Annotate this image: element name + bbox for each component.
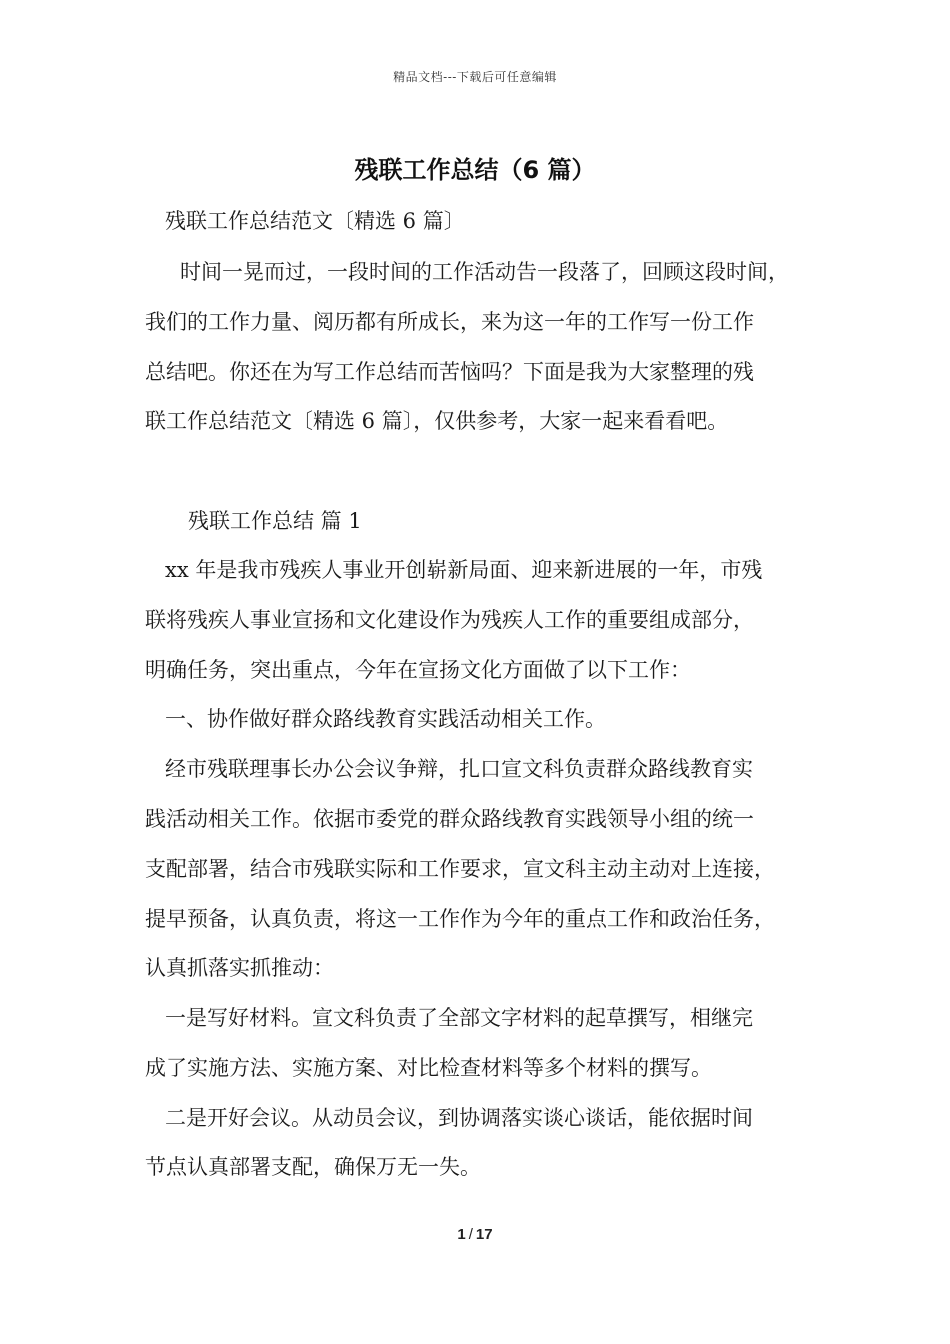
document-title: 残联工作总结（6 篇） <box>354 156 596 184</box>
body-line: 践活动相关工作。依据市委党的群众路线教育实践领导小组的统一 <box>145 807 754 831</box>
page-current: 1 <box>457 1226 466 1243</box>
intro-line: 我们的工作力量、阅历都有所成长，来为这一年的工作写一份工作 <box>145 310 754 334</box>
section-heading: 残联工作总结 篇 1 <box>188 509 362 533</box>
document-subtitle: 残联工作总结范文〔精选 6 篇〕 <box>165 209 465 233</box>
body-line: 节点认真部署支配，确保万无一失。 <box>145 1155 481 1179</box>
body-line: 二是开好会议。从动员会议，到协调落实谈心谈话，能依据时间 <box>165 1106 753 1130</box>
body-line: 明确任务，突出重点，今年在宣扬文化方面做了以下工作： <box>145 658 691 682</box>
body-line: xx 年是我市残疾人事业开创崭新局面、迎来新进展的一年，市残 <box>165 558 763 582</box>
page-total: 17 <box>475 1226 493 1243</box>
body-line: 提早预备，认真负责，将这一工作作为今年的重点工作和政治任务， <box>145 907 775 931</box>
header-note: 精品文档---下载后可任意编辑 <box>393 70 557 84</box>
body-line: 联将残疾人事业宣扬和文化建设作为残疾人工作的重要组成部分， <box>145 608 754 632</box>
body-line: 经市残联理事长办公会议争辩，扎口宣文科负责群众路线教育实 <box>165 757 753 781</box>
intro-line: 联工作总结范文〔精选 6 篇〕，仅供参考，大家一起来看看吧。 <box>145 409 729 433</box>
body-line: 支配部署，结合市残联实际和工作要求，宣文科主动主动对上连接， <box>145 857 775 881</box>
page-number <box>0 1226 950 1243</box>
body-line: 一是写好材料。宣文科负责了全部文字材料的起草撰写，相继完 <box>165 1006 753 1030</box>
page-separator: / <box>468 1226 473 1243</box>
intro-line: 时间一晃而过，一段时间的工作活动告一段落了，回顾这段时间， <box>180 260 789 284</box>
body-line: 成了实施方法、实施方案、对比检查材料等多个材料的撰写。 <box>145 1056 712 1080</box>
body-line: 认真抓落实抓推动： <box>145 956 334 980</box>
intro-line: 总结吧。你还在为写工作总结而苦恼吗？下面是我为大家整理的残 <box>145 360 754 384</box>
body-line: 一、协作做好群众路线教育实践活动相关工作。 <box>165 707 606 731</box>
